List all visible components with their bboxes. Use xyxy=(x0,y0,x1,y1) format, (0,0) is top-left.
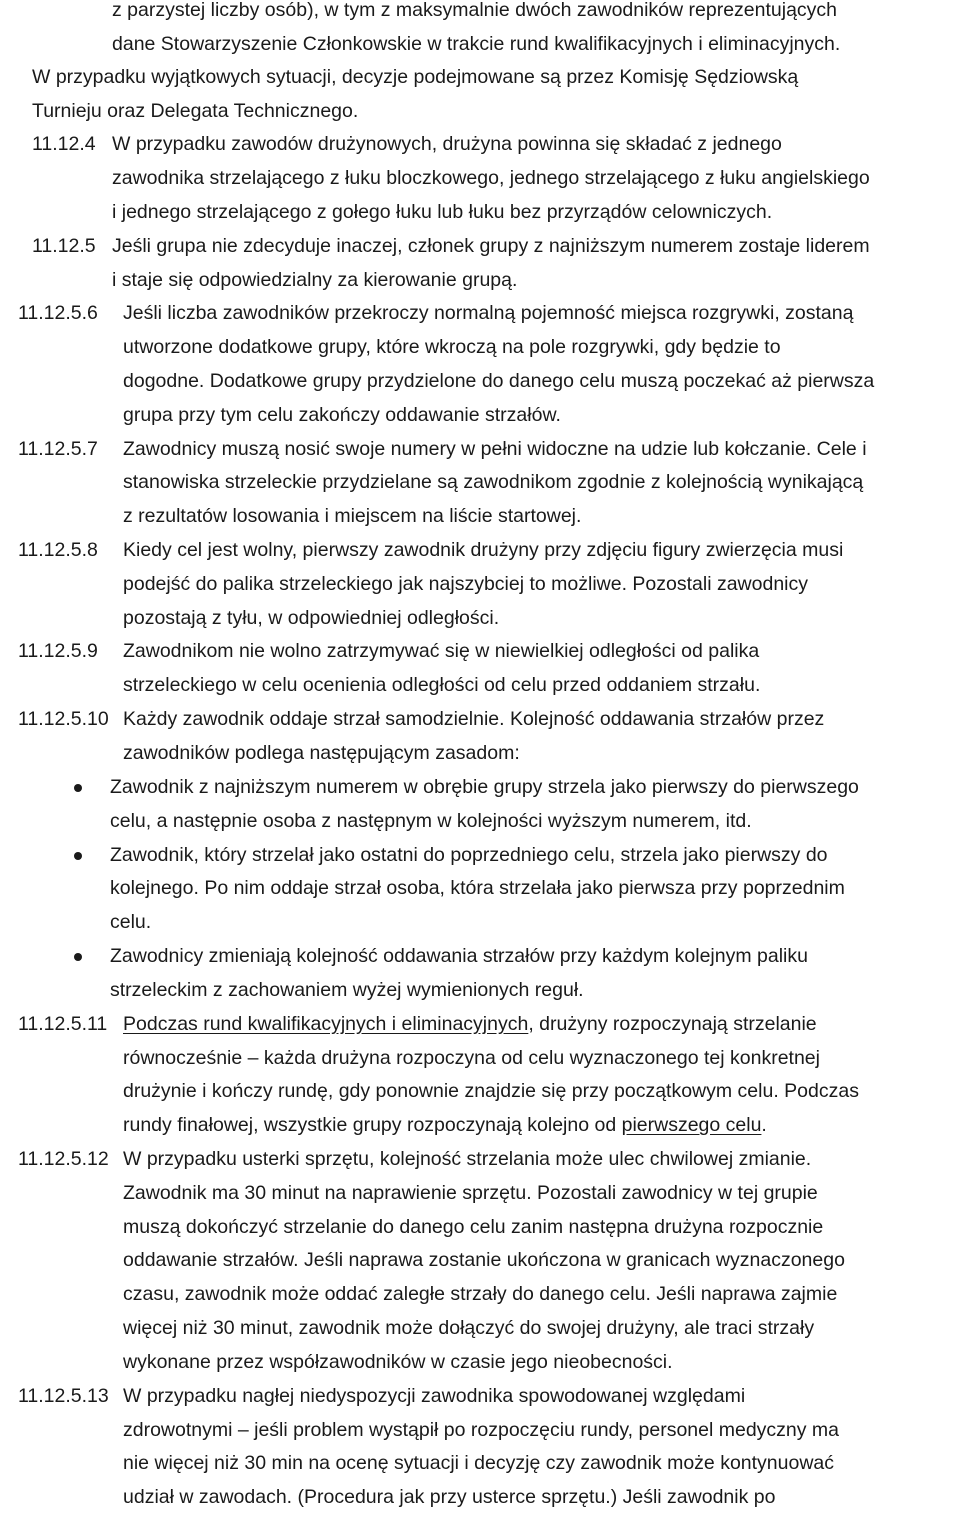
bullet-icon xyxy=(74,784,82,792)
section-text-start: rundy finałowej, wszystkie grupy rozpoczynają kolejno od xyxy=(123,1114,622,1136)
section-text: wykonane przez współzawodników w czasie jego nieobecności. xyxy=(123,1351,673,1373)
section-number: 11.12.5.9 xyxy=(18,640,98,662)
intro-line: dane Stowarzyszenie Członkowskie w trakcie rund kwalifikacyjnych i eliminacyjnych. xyxy=(112,33,841,55)
bullet-icon xyxy=(74,953,82,961)
section-text: Zawodnik ma 30 minut na naprawienie sprzętu. Pozostali zawodnicy w tej grupie xyxy=(123,1182,818,1204)
section-number: 11.12.5.11 xyxy=(18,1013,108,1035)
section-text: oddawanie strzałów. Jeśli naprawa zostanie ukończona w granicach wyznaczonego xyxy=(123,1249,845,1271)
section-text: W przypadku usterki sprzętu, kolejność strzelania może ulec chwilowej zmianie. xyxy=(123,1148,812,1170)
section-text: W przypadku nagłej niedyspozycji zawodnika spowodowanej względami xyxy=(123,1385,746,1407)
intro-line: z parzystej liczby osób), w tym z maksymalnie dwóch zawodników reprezentujących xyxy=(112,0,838,21)
section-text: dogodne. Dodatkowe grupy przydzielone do danego celu muszą poczekać aż pierwsza xyxy=(123,370,875,392)
section-text: utworzone dodatkowe grupy, które wkroczą na pole rozgrywki, gdy będzie to xyxy=(123,336,781,358)
section-text: grupa przy tym celu zakończy oddawanie strzałów. xyxy=(123,404,561,426)
section-text: Zawodnikom nie wolno zatrzymywać się w niewielkiej odległości od palika xyxy=(123,640,760,662)
section-text: równocześnie – każda drużyna rozpoczyna od celu wyznaczonego tej konkretnej xyxy=(123,1047,820,1069)
section-text: Każdy zawodnik oddaje strzał samodzielnie. Kolejność oddawania strzałów przez xyxy=(123,708,825,730)
underlined-phrase: Podczas rund kwalifikacyjnych i eliminacyjnych xyxy=(123,1013,529,1035)
section-number: 11.12.5.8 xyxy=(18,539,98,561)
section-text: i staje się odpowiedzialny za kierowanie grupą. xyxy=(112,269,518,291)
bullet-icon xyxy=(74,852,82,860)
section-text: nie więcej niż 30 min na ocenę sytuacji i decyzję czy zawodnik może kontynuować xyxy=(123,1452,835,1474)
section-number: 11.12.5.7 xyxy=(18,438,98,460)
section-text: muszą dokończyć strzelanie do danego celu zanim następna drużyna rozpocznie xyxy=(123,1216,824,1238)
section-number: 11.12.4 xyxy=(32,133,96,155)
bullet-text: Zawodnik z najniższym numerem w obrębie grupy strzela jako pierwszy do pierwszego xyxy=(110,776,859,798)
section-text: Kiedy cel jest wolny, pierwszy zawodnik drużyny przy zdjęciu figury zwierzęcia musi xyxy=(123,539,844,561)
section-text: więcej niż 30 minut, zawodnik może dołączyć do swojej drużyny, ale traci strzały xyxy=(123,1317,815,1339)
section-number: 11.12.5.6 xyxy=(18,302,98,324)
section-number: 11.12.5.12 xyxy=(18,1148,109,1170)
section-text: zawodnika strzelającego z łuku bloczkowego, jednego strzelającego z łuku angielskiego xyxy=(112,167,870,189)
section-text: Zawodnicy muszą nosić swoje numery w pełni widoczne na udzie lub kołczanie. Cele i xyxy=(123,438,867,460)
bullet-text: celu. xyxy=(110,911,152,933)
section-text: zawodników podlega następującym zasadom: xyxy=(123,742,520,764)
section-text: i jednego strzelającego z gołego łuku lub łuku bez przyrządów celowniczych. xyxy=(112,201,773,223)
bullet-text: celu, a następnie osoba z następnym w kolejności wyższym numerem, itd. xyxy=(110,810,752,832)
intro-line: W przypadku wyjątkowych sytuacji, decyzje podejmowane są przez Komisję Sędziowską xyxy=(32,66,799,88)
section-text xyxy=(123,1109,767,1143)
section-text: W przypadku zawodów drużynowych, drużyna powinna się składać z jednego xyxy=(112,133,782,155)
section-number: 11.12.5.13 xyxy=(18,1385,109,1407)
section-text: udział w zawodach. (Procedura jak przy usterce sprzętu.) Jeśli zawodnik po xyxy=(123,1486,776,1508)
section-text: zdrowotnymi – jeśli problem wystąpił po rozpoczęciu rundy, personel medyczny ma xyxy=(123,1419,840,1441)
section-text: podejść do palika strzeleckiego jak najszybciej to możliwe. Pozostali zawodnicy xyxy=(123,573,808,595)
bullet-text: Zawodnicy zmieniają kolejność oddawania strzałów przy każdym kolejnym paliku xyxy=(110,945,808,967)
section-number: 11.12.5 xyxy=(32,235,96,257)
section-text: czasu, zawodnik może oddać zaległe strzały do danego celu. Jeśli naprawa zajmie xyxy=(123,1283,838,1305)
section-text xyxy=(123,1008,817,1042)
section-text: strzeleckiego w celu ocenienia odległości od celu przed oddaniem strzału. xyxy=(123,674,761,696)
section-text: drużynie i kończy rundę, gdy ponownie znajdzie się przy początkowym celu. Podczas xyxy=(123,1080,859,1102)
section-text: Jeśli liczba zawodników przekroczy normalną pojemność miejsca rozgrywki, zostaną xyxy=(123,302,854,324)
section-text: Jeśli grupa nie zdecyduje inaczej, członek grupy z najniższym numerem zostaje liderem xyxy=(112,235,870,257)
section-text: pozostają z tyłu, w odpowiedniej odległości. xyxy=(123,607,500,629)
bullet-text: strzeleckim z zachowaniem wyżej wymienionych reguł. xyxy=(110,979,584,1001)
bullet-text: Zawodnik, który strzelał jako ostatni do poprzedniego celu, strzela jako pierwszy do xyxy=(110,844,828,866)
section-number: 11.12.5.10 xyxy=(18,708,109,730)
section-text: stanowiska strzeleckie przydzielane są zawodnikom zgodnie z kolejnością wynikającą xyxy=(123,471,864,493)
section-text-end: . xyxy=(761,1114,767,1136)
section-text: z rezultatów losowania i miejscem na liście startowej. xyxy=(123,505,582,527)
intro-line: Turnieju oraz Delegata Technicznego. xyxy=(32,100,359,122)
section-text-rest: , drużyny rozpoczynają strzelanie xyxy=(528,1013,817,1035)
bullet-text: kolejnego. Po nim oddaje strzał osoba, która strzelała jako pierwsza przy poprzednim xyxy=(110,877,845,899)
underlined-phrase: pierwszego celu xyxy=(621,1114,762,1136)
